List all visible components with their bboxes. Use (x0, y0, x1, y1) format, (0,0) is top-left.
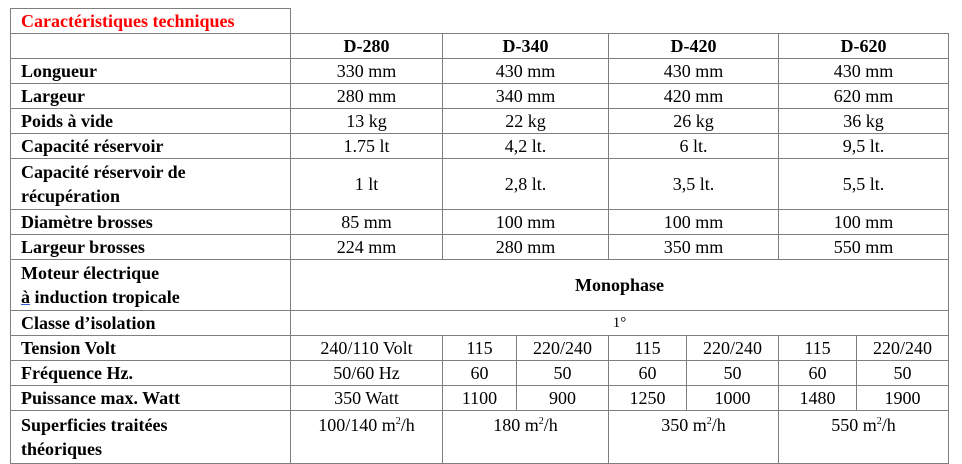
cell-value: 1.75 lt (291, 134, 443, 159)
cell-value (779, 411, 949, 464)
cell-value: 100 mm (609, 210, 779, 235)
model-header: D-340 (443, 34, 609, 59)
row-label: Capacité réservoir (11, 134, 291, 159)
cell-value: 420 mm (609, 84, 779, 109)
cell-value: 550 mm (779, 235, 949, 260)
cell-value: 85 mm (291, 210, 443, 235)
cell-value: 4,2 lt. (443, 134, 609, 159)
table-row (11, 386, 949, 411)
row-label: Fréquence Hz. (11, 361, 291, 386)
cell-value: 430 mm (609, 59, 779, 84)
row-label: Largeur brosses (11, 235, 291, 260)
cell-value: 350 mm (609, 235, 779, 260)
header-empty-cell (11, 34, 291, 59)
row-label: Classe d’isolation (11, 311, 291, 336)
isolation-value: 1° (291, 311, 949, 336)
motor-type-value: Monophase (291, 260, 949, 311)
cell-value: 115 (609, 336, 687, 361)
cell-value: 220/240 (687, 336, 779, 361)
cell-value: 13 kg (291, 109, 443, 134)
cell-value: 1000 (687, 386, 779, 411)
area-exponent: 2 (395, 416, 401, 427)
cell-value: 36 kg (779, 109, 949, 134)
cell-value: 1900 (857, 386, 949, 411)
row-label (11, 260, 291, 311)
row-label-rest: induction tropicale (30, 287, 180, 307)
cell-value: 330 mm (291, 59, 443, 84)
table-row (11, 361, 949, 386)
table-title: Caractéristiques techniques (11, 9, 291, 34)
area-value: 100/140 m (318, 415, 396, 435)
table-row (11, 336, 949, 361)
table-row (11, 311, 949, 336)
cell-value: 22 kg (443, 109, 609, 134)
area-exponent: 2 (876, 416, 882, 427)
cell-value: 1480 (779, 386, 857, 411)
cell-value: 340 mm (443, 84, 609, 109)
cell-value (609, 411, 779, 464)
row-label-line: Moteur électrique (21, 263, 160, 283)
table-row (11, 210, 949, 235)
title-blank-cell (291, 9, 949, 34)
area-value: 180 m (493, 415, 539, 435)
cell-value: 1 lt (291, 159, 443, 210)
table-row (11, 235, 949, 260)
area-unit: /h (543, 415, 558, 435)
cell-value: 280 mm (291, 84, 443, 109)
table-row (11, 134, 949, 159)
cell-value: 115 (779, 336, 857, 361)
row-label-line: théoriques (21, 439, 102, 459)
row-label: Diamètre brosses (11, 210, 291, 235)
cell-value: 3,5 lt. (609, 159, 779, 210)
table-row (11, 159, 949, 210)
row-label: Tension Volt (11, 336, 291, 361)
row-label: Puissance max. Watt (11, 386, 291, 411)
row-label (11, 159, 291, 210)
cell-value: 220/240 (517, 336, 609, 361)
cell-value: 115 (443, 336, 517, 361)
cell-value: 5,5 lt. (779, 159, 949, 210)
cell-value: 350 Watt (291, 386, 443, 411)
cell-value: 26 kg (609, 109, 779, 134)
cell-value: 900 (517, 386, 609, 411)
row-label: Poids à vide (11, 109, 291, 134)
cell-value: 2,8 lt. (443, 159, 609, 210)
cell-value: 620 mm (779, 84, 949, 109)
cell-value: 60 (609, 361, 687, 386)
model-header: D-620 (779, 34, 949, 59)
area-exponent: 2 (706, 416, 712, 427)
cell-value: 240/110 Volt (291, 336, 443, 361)
cell-value: 60 (443, 361, 517, 386)
cell-value: 430 mm (443, 59, 609, 84)
table-row (11, 109, 949, 134)
cell-value: 220/240 (857, 336, 949, 361)
specs-table (10, 8, 949, 464)
row-label: Largeur (11, 84, 291, 109)
row-label (11, 411, 291, 464)
cell-value: 9,5 lt. (779, 134, 949, 159)
table-row (11, 260, 949, 311)
table-row (11, 411, 949, 464)
underlined-word: à (21, 287, 30, 307)
header-row (11, 34, 949, 59)
cell-value: 430 mm (779, 59, 949, 84)
cell-value: 50 (517, 361, 609, 386)
area-unit: /h (400, 415, 415, 435)
cell-value: 100 mm (443, 210, 609, 235)
cell-value (443, 411, 609, 464)
area-value: 550 m (831, 415, 877, 435)
row-label-line: Superficies traitées (21, 415, 168, 435)
area-unit: /h (881, 415, 896, 435)
cell-value: 1250 (609, 386, 687, 411)
area-unit: /h (711, 415, 726, 435)
area-value: 350 m (661, 415, 707, 435)
cell-value: 60 (779, 361, 857, 386)
cell-value: 100 mm (779, 210, 949, 235)
table-row (11, 84, 949, 109)
row-label-line: Capacité réservoir de (21, 162, 186, 182)
cell-value: 6 lt. (609, 134, 779, 159)
cell-value: 224 mm (291, 235, 443, 260)
model-header: D-420 (609, 34, 779, 59)
title-row (11, 9, 949, 34)
cell-value: 1100 (443, 386, 517, 411)
table-row (11, 59, 949, 84)
area-exponent: 2 (538, 416, 544, 427)
cell-value: 50/60 Hz (291, 361, 443, 386)
cell-value: 50 (857, 361, 949, 386)
cell-value (291, 411, 443, 464)
row-label-line (21, 285, 290, 309)
row-label-line: récupération (21, 186, 120, 206)
cell-value: 50 (687, 361, 779, 386)
model-header: D-280 (291, 34, 443, 59)
row-label: Longueur (11, 59, 291, 84)
cell-value: 280 mm (443, 235, 609, 260)
